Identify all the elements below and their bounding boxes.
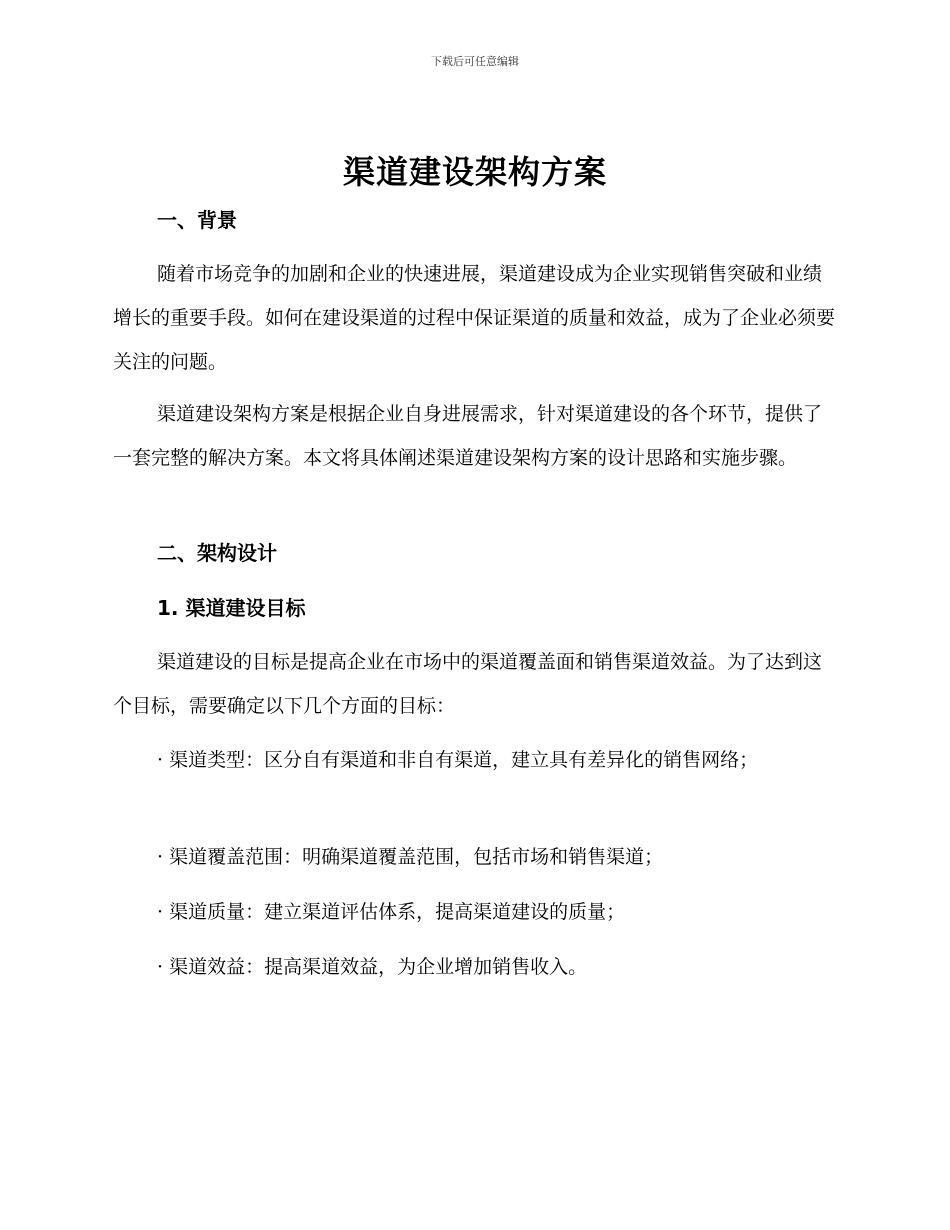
header-note: 下载后可任意编辑 (431, 55, 519, 68)
bullet-channel-coverage: · 渠道覆盖范围：明确渠道覆盖范围，包括市场和销售渠道； (157, 846, 664, 868)
paragraph-background-1: 随着市场竞争的加剧和企业的快速进展，渠道建设成为企业实现销售突破和业绩增长的重要手段。如何在建设渠道的过程中保证渠道的质量和效益，成为了企业必须要关注的问题。 (113, 263, 836, 373)
section-heading-architecture: 二、架构设计 (157, 541, 277, 565)
bullet-channel-type: · 渠道类型：区分自有渠道和非自有渠道，建立具有差异化的销售网络； (157, 749, 759, 771)
paragraph-goals: 渠道建设的目标是提高企业在市场中的渠道覆盖面和销售渠道效益。为了达到这个目标，需要确定以下几个方面的目标： (113, 651, 823, 717)
document-title: 渠道建设架构方案 (342, 153, 607, 191)
section-heading-background: 一、背景 (157, 208, 237, 232)
bullet-channel-benefit: · 渠道效益：提高渠道效益，为企业增加销售收入。 (157, 956, 588, 978)
paragraph-background-2: 渠道建设架构方案是根据企业自身进展需求，针对渠道建设的各个环节，提供了一套完整的解决方案。本文将具体阐述渠道建设架构方案的设计思路和实施步骤。 (113, 403, 823, 469)
bullet-channel-quality: · 渠道质量：建立渠道评估体系，提高渠道建设的质量； (157, 901, 626, 923)
subsection-heading-goals: 1. 渠道建设目标 (157, 596, 306, 620)
